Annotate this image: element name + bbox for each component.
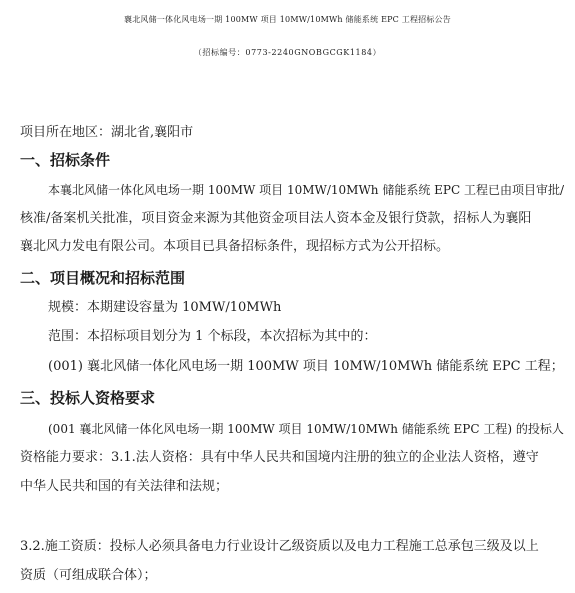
section-heading-project-overview: 二、项目概况和招标范围	[20, 269, 186, 287]
paragraph-line: 资质（可组成联合体）；	[20, 568, 157, 583]
paragraph-line: 中华人民共和国的有关法律和法规；	[20, 479, 229, 494]
document-title: 襄北风储一体化风电场一期 100MW 项目 10MW/10MWh 储能系统 EPC 工程招标公告	[124, 15, 451, 24]
paragraph-line: 襄北风力发电有限公司。本项目已具备招标条件，现招标方式为公开招标。	[20, 239, 450, 254]
paragraph-line: (001 襄北风储一体化风电场一期 100MW 项目 10MW/10MWh 储能系统 EPC 工程) 的投标人	[48, 422, 564, 436]
lot-line: (001) 襄北风储一体化风电场一期 100MW 项目 10MW/10MWh 储能系统 EPC 工程；	[48, 359, 564, 374]
scale-line: 规模：本期建设容量为 10MW/10MWh	[48, 300, 282, 315]
paragraph-line: 3.2.施工资质：投标人必须具备电力行业设计乙级资质以及电力工程施工总承包三级及以上	[20, 539, 539, 554]
paragraph-line: 核准/备案机关批准，项目资金来源为其他资金项目法人资本金及银行贷款，招标人为襄阳	[20, 211, 532, 226]
section-heading-bidding-conditions: 一、招标条件	[20, 151, 111, 169]
paragraph-line: 资格能力要求：3.1.法人资格：具有中华人民共和国境内注册的独立的企业法人资格，遵守	[20, 450, 539, 465]
section-heading-bidder-qualification: 三、投标人资格要求	[20, 389, 156, 407]
project-location: 项目所在地区：湖北省,襄阳市	[20, 125, 194, 140]
scope-line: 范围：本招标项目划分为 1 个标段，本次招标为其中的：	[48, 329, 377, 344]
tender-number: （招标编号：0773-2240GNOBGCGK1184）	[193, 48, 382, 57]
paragraph-line: 本襄北风储一体化风电场一期 100MW 项目 10MW/10MWh 储能系统 EPC 工程已由项目审批/	[48, 183, 565, 197]
